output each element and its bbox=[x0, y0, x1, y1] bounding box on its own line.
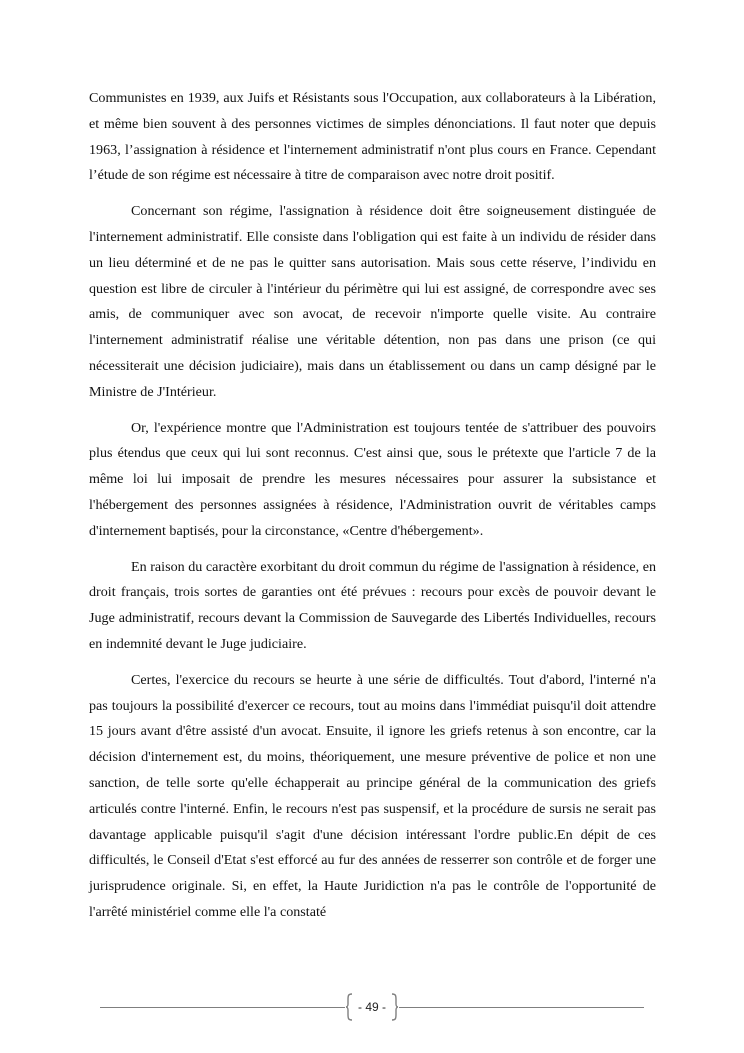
footer-rule-right bbox=[399, 1007, 644, 1008]
page-footer bbox=[100, 990, 644, 1024]
paragraph-4: En raison du caractère exorbitant du droit commun du régime de l'assignation à résidence, en droit français, trois sortes de garanties ont été prévues : recours pour excès de pouvoir devant le Juge administratif, recours devant la Commission de Sauvegarde des Libertés Individuelles, recours en indemnité devant le Juge judiciaire. bbox=[89, 558, 656, 652]
page-number: - 49 - bbox=[357, 1000, 386, 1014]
left-brace-icon bbox=[345, 993, 353, 1021]
page-body bbox=[89, 86, 656, 936]
page-number-box bbox=[345, 993, 399, 1021]
paragraph-5: Certes, l'exercice du recours se heurte à une série de difficultés. Tout d'abord, l'interné n'a pas toujours la possibilité d'exercer ce recours, tout au moins dans l'immédiat puisqu'il doit attendre 15 jours avant d'être assisté d'un avocat. Ensuite, il ignore les griefs retenus à son encontre, car la décision d'internement est, du moins, théoriquement, une mesure préventive de police et non une sanction, de telle sorte qu'elle échapperait au principe général de la communication des griefs articulés contre l'interné. Enfin, le recours n'est pas suspensif, et la procédure de sursis ne serait pas davantage applicable puisqu'il s'agit d'une décision intéressant l'ordre public.En dépit de ces difficultés, le Conseil d'Etat s'est efforcé au fur des années de resserrer son contrôle et de forger une jurisprudence originale. Si, en effet, la Haute Juridiction n'a pas le contrôle de l'opportunité de l'arrêté ministériel comme elle l'a constaté bbox=[89, 671, 656, 920]
right-brace-icon bbox=[391, 993, 399, 1021]
footer-rule-left bbox=[100, 1007, 345, 1008]
paragraph-3: Or, l'expérience montre que l'Administration est toujours tentée de s'attribuer des pouvoirs plus étendus que ceux qui lui sont reconnus. C'est ainsi que, sous le prétexte que l'article 7 de la même loi lui imposait de prendre les mesures nécessaires pour assurer la subsistance et l'hébergement des personnes assignées à résidence, l'Administration ouvrit de véritables camps d'internement baptisés, pour la circonstance, «Centre d'hébergement». bbox=[89, 419, 656, 539]
paragraph-1: Communistes en 1939, aux Juifs et Résistants sous l'Occupation, aux collaborateurs à la Libération, et même bien souvent à des personnes victimes de simples dénonciations. Il faut noter que depuis 1963, l’assignation à résidence et l'internement administratif n'ont plus cours en France. Cependant l’étude de son régime est nécessaire à titre de comparaison avec notre droit positif. bbox=[89, 90, 656, 184]
paragraph-2: Concernant son régime, l'assignation à résidence doit être soigneusement distinguée de l'internement administratif. Elle consiste dans l'obligation qui est faite à un individu de résider dans un lieu déterminé et de ne pas le quitter sans autorisation. Mais sous cette réserve, l’individu en question est libre de circuler à l'intérieur du périmètre qui lui est assigné, de correspondre avec ses amis, de communiquer avec son avocat, de recevoir n'importe quelle visite. Au contraire l'internement administratif réalise une véritable détention, non pas dans une prison (ce qui nécessiterait une décision judiciaire), mais dans un établissement ou dans un camp désigné par le Ministre de J'Intérieur. bbox=[89, 203, 656, 400]
